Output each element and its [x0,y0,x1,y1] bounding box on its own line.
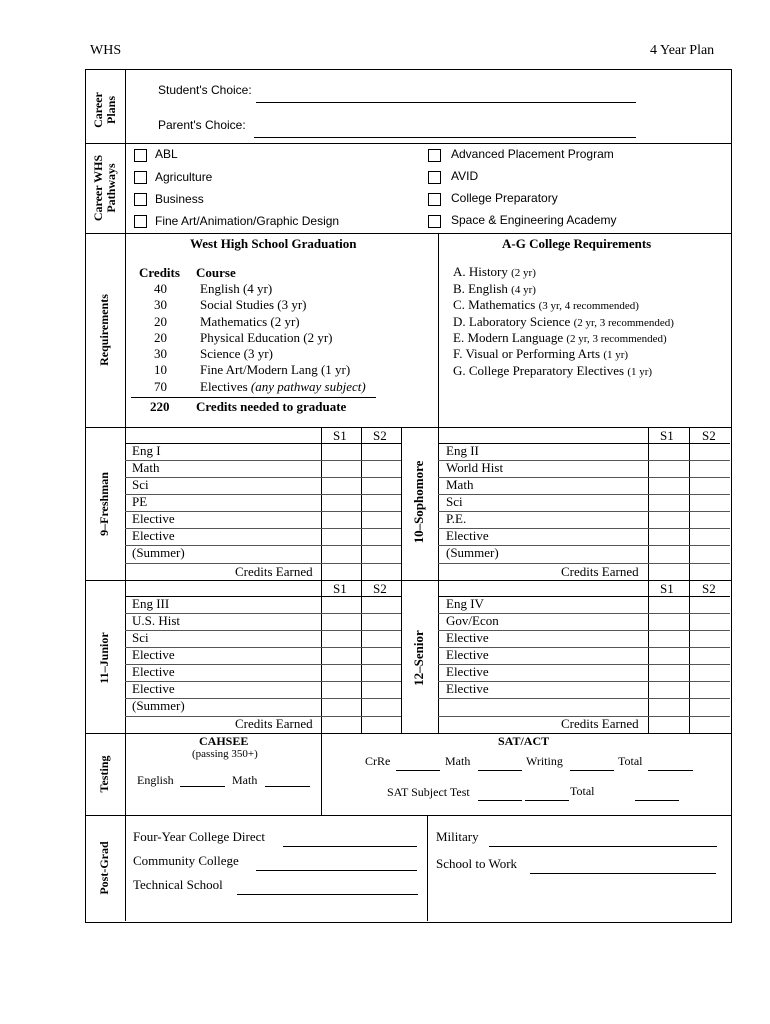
credits-value: 30 [154,346,167,361]
course-cell: Eng I [132,443,161,458]
s1-header: S1 [333,428,347,443]
course-name: Social Studies (3 yr) [200,297,307,312]
sat-subject-field-2[interactable] [525,800,569,801]
postgrad-option: Four-Year College Direct [133,829,265,844]
checkbox-avid[interactable] [428,171,441,184]
sat-subject-field-1[interactable] [478,800,522,801]
cahsee-english-label: English [137,773,174,787]
s1-header: S1 [333,581,347,596]
course-cell: PE [132,494,148,509]
sat-total-label: Total [618,754,643,768]
pathway-label: ABL [155,147,178,161]
course-cell: Elective [446,647,489,662]
sat-math-field[interactable] [478,770,522,771]
header-left: WHS [90,43,122,58]
students-choice-label: Student's Choice: [158,83,252,97]
checkbox-abl[interactable] [134,149,147,162]
course-cell: Gov/Econ [446,613,499,628]
sat-subject-label: SAT Subject Test [387,785,470,799]
sat-title: SAT/ACT [498,734,550,748]
ag-item: G. College Preparatory Electives (1 yr) [453,363,653,378]
sat-math-label: Math [445,754,471,768]
checkbox-fine-art[interactable] [134,215,147,228]
course-cell: Sci [446,494,463,509]
section-freshman: 9–Freshman [97,472,111,536]
sat-subject-total-label: Total [570,784,595,798]
section-testing: Testing [97,755,111,793]
credits-value: 40 [154,281,167,296]
sat-writing-field[interactable] [570,770,614,771]
section-requirements: Requirements [97,294,111,366]
ag-item: D. Laboratory Science (2 yr, 3 recommended) [453,314,674,329]
course-cell: Sci [132,630,149,645]
checkbox-space-engineering[interactable] [428,215,441,228]
section-postgrad: Post-Grad [97,841,111,895]
postgrad-option: Community College [133,853,239,868]
course-cell: World Hist [446,460,504,475]
credits-value: 20 [154,314,167,329]
course-cell: Elective [132,528,175,543]
course-cell: (Summer) [446,545,499,560]
pathway-label: Space & Engineering Academy [451,213,617,227]
course-cell: Eng II [446,443,479,458]
course-name: Electives (any pathway subject) [200,379,366,394]
sat-crre-label: CrRe [365,754,391,768]
credits-value: 20 [154,330,167,345]
course-name: Fine Art/Modern Lang (1 yr) [200,362,351,377]
course-cell: Math [132,460,160,475]
s2-header: S2 [702,428,716,443]
credits-earned-label: Credits Earned [235,564,313,579]
course-cell: U.S. Hist [132,613,181,628]
course-cell: Elective [132,681,175,696]
sat-total-field[interactable] [648,770,693,771]
school-to-work-field[interactable] [530,873,716,874]
checkbox-agriculture[interactable] [134,171,147,184]
military-field[interactable] [489,846,717,847]
sat-subject-total-field[interactable] [635,800,679,801]
section-career-plans: Career Plans [91,92,118,128]
credits-value: 70 [154,379,167,394]
course-cell: Elective [132,664,175,679]
pathway-label: AVID [451,169,479,183]
cahsee-subtitle: (passing 350+) [192,748,258,760]
course-cell: Eng IV [446,596,484,611]
credits-header: Credits [139,265,180,280]
pathway-label: Business [155,192,204,206]
s2-header: S2 [373,428,387,443]
technical-school-field[interactable] [237,894,418,895]
checkbox-ap[interactable] [428,149,441,162]
course-name: English (4 yr) [200,281,273,296]
course-cell: Sci [132,477,149,492]
s1-header: S1 [660,428,674,443]
cahsee-title: CAHSEE [199,734,249,748]
header-right: 4 Year Plan [650,43,715,58]
ag-item: F. Visual or Performing Arts (1 yr) [453,346,629,361]
pathway-label: Fine Art/Animation/Graphic Design [155,214,340,228]
ag-item: B. English (4 yr) [453,281,536,296]
credits-earned-label: Credits Earned [235,716,313,731]
s1-header: S1 [660,581,674,596]
s2-header: S2 [702,581,716,596]
community-college-field[interactable] [256,870,417,871]
pathway-label: College Preparatory [451,191,558,205]
course-cell: Elective [446,681,489,696]
total-credits: 220 [150,399,170,414]
parents-choice-label: Parent's Choice: [158,118,246,132]
postgrad-option: School to Work [436,856,518,871]
ag-item: E. Modern Language (2 yr, 3 recommended) [453,330,667,345]
course-cell: Elective [446,630,489,645]
course-name: Mathematics (2 yr) [200,314,300,329]
course-cell: Elective [132,647,175,662]
label-column-divider [125,70,126,921]
course-header: Course [196,265,236,280]
course-cell: (Summer) [132,545,185,560]
cahsee-math-label: Math [232,773,258,787]
section-sophomore: 10–Sophomore [411,460,426,544]
course-name: Physical Education (2 yr) [200,330,333,345]
sat-crre-field[interactable] [396,770,440,771]
course-cell: Elective [446,528,489,543]
parents-choice-field[interactable] [254,137,636,138]
total-credits-label: Credits needed to graduate [196,399,347,414]
graduation-title: West High School Graduation [190,236,357,251]
cahsee-math-field[interactable] [265,786,310,787]
pathway-label: Agriculture [155,170,213,184]
section-pathways: Career WHS Pathways [91,154,118,222]
checkbox-business[interactable] [134,193,147,206]
course-cell: Math [446,477,474,492]
course-cell: P.E. [446,511,467,526]
ag-item: C. Mathematics (3 yr, 4 recommended) [453,297,639,312]
pathway-label: Advanced Placement Program [451,147,614,161]
sat-writing-label: Writing [526,754,563,768]
credits-value: 10 [154,362,167,377]
section-junior: 11–Junior [97,632,111,684]
course-name: Science (3 yr) [200,346,273,361]
checkbox-college-prep[interactable] [428,193,441,206]
credits-earned-label: Credits Earned [561,564,639,579]
course-cell: Elective [446,664,489,679]
students-choice-field[interactable] [256,102,636,103]
credits-earned-label: Credits Earned [561,716,639,731]
section-senior: 12–Senior [411,630,426,686]
s2-header: S2 [373,581,387,596]
course-cell: (Summer) [132,698,185,713]
postgrad-option: Military [436,829,479,844]
ag-title: A-G College Requirements [502,236,652,251]
course-cell: Elective [132,511,175,526]
ag-item: A. History (2 yr) [453,264,536,279]
credits-value: 30 [154,297,167,312]
four-year-field[interactable] [283,846,417,847]
cahsee-english-field[interactable] [180,786,225,787]
course-cell: Eng III [132,596,170,611]
postgrad-option: Technical School [133,877,223,892]
